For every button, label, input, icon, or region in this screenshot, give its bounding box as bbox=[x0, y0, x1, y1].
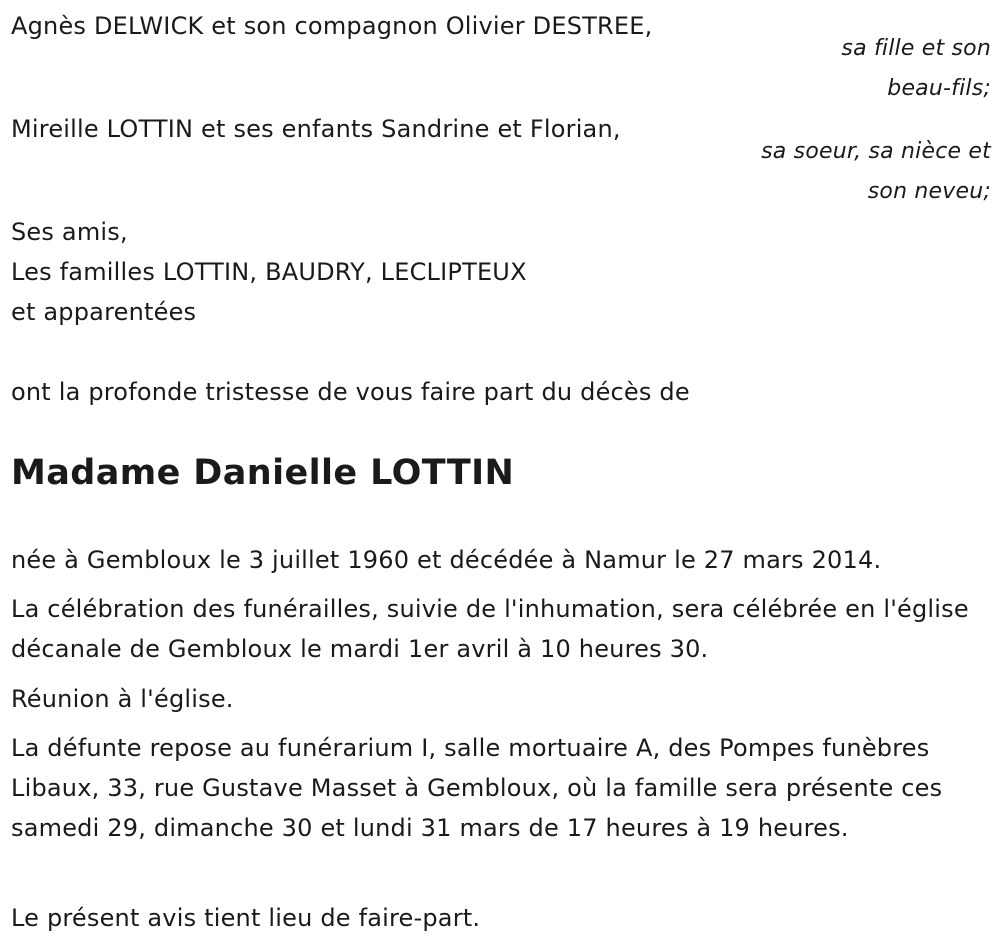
relation-line: son neveu; bbox=[867, 179, 991, 204]
relation-line: beau-fils; bbox=[887, 76, 991, 101]
family-group-1-relation bbox=[671, 29, 991, 109]
friends-line: Ses amis, bbox=[11, 218, 128, 246]
meeting-paragraph: Réunion à l'église. bbox=[11, 685, 234, 713]
birth-death-paragraph: née à Gembloux le 3 juillet 1960 et décédée à Namur le 27 mars 2014. bbox=[11, 546, 882, 574]
family-group-1-names: Agnès DELWICK et son compagnon Olivier DESTREE, bbox=[11, 12, 653, 40]
relation-line: sa soeur, sa nièce et bbox=[761, 139, 991, 164]
funeral-paragraph: La célébration des funérailles, suivie de l'inhumation, sera célébrée en l'église décanale de Gembloux le mardi 1er avril à 10 heures 30. bbox=[11, 595, 969, 663]
families-line: Les familles LOTTIN, BAUDRY, LECLIPTEUX bbox=[11, 258, 527, 286]
announcement-line: ont la profonde tristesse de vous faire part du décès de bbox=[11, 378, 690, 406]
relation-line: sa fille et son bbox=[841, 36, 991, 61]
rest-paragraph: La défunte repose au funérarium I, salle mortuaire A, des Pompes funèbres Libaux, 33, rue Gustave Masset à Gembloux, où la famille sera présente ces samedi 29, dimanche 30 et lundi 31 mars de 17 heures à 19 heures. bbox=[11, 734, 943, 842]
obituary-notice bbox=[11, 0, 991, 952]
family-group-2-relation bbox=[671, 132, 991, 212]
related-line: et apparentées bbox=[11, 298, 197, 326]
notice-paragraph: Le présent avis tient lieu de faire-part. bbox=[11, 904, 481, 932]
family-group-2-names: Mireille LOTTIN et ses enfants Sandrine et Florian, bbox=[11, 115, 621, 143]
deceased-name: Madame Danielle LOTTIN bbox=[11, 453, 515, 493]
